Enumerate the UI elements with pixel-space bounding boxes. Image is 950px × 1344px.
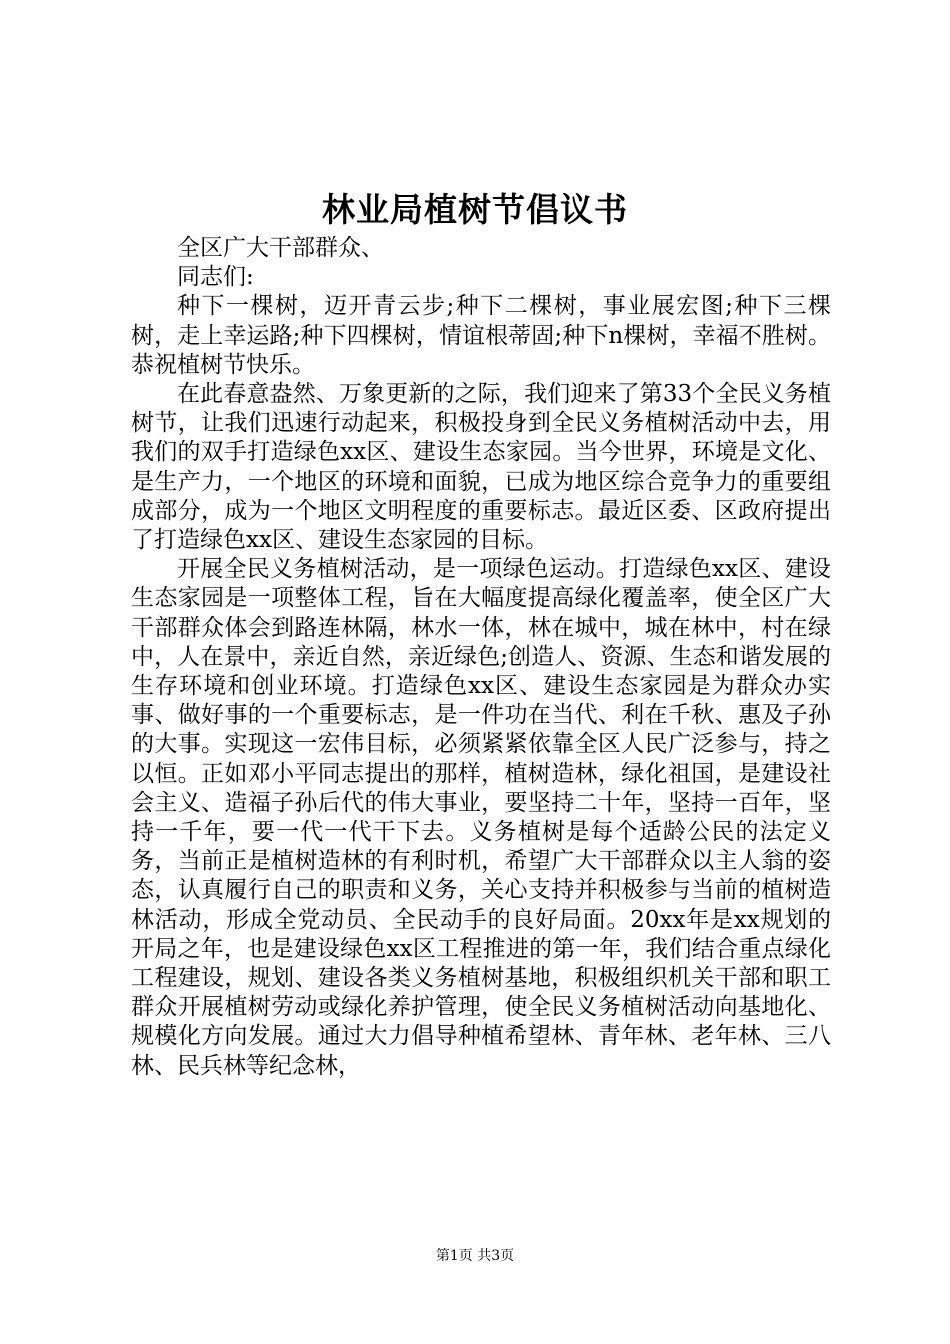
salutation-line: 同志们: (177, 264, 254, 291)
body-paragraph: 种下一棵树，迈开青云步;种下二棵树，事业展宏图;种下三棵树，走上幸运路;种下四棵树，情谊根蒂固;种下n棵树，幸福不胜树。恭祝植树节快乐。 (131, 293, 831, 378)
salutation-line: 全区广大干部群众、 (177, 235, 384, 261)
document-body (131, 234, 831, 1081)
body-paragraph: 开展全民义务植树活动，是一项绿色运动。打造绿色xx区、建设生态家园是一项整体工程，旨在大幅度提高绿化覆盖率，使全区广大干部群众体会到路连林隔，林水一体，林在城中，城在林中，村在绿中，人在景中，亲近自然，亲近绿色;创造人、资源、生态和谐发展的生存环境和创业环境。打造绿色xx区、建设生态家园是为群众办实事、做好事的一个重要标志，是一件功在当代、利在千秋、惠及子孙的大事。实现这一宏伟目标，必须紧紧依靠全区人民广泛参与，持之以恒。正如邓小平同志提出的那样，植树造林，绿化祖国，是建设社会主义、造福子孙后代的伟大事业，要坚持二十年，坚持一百年，坚持一千年，要一代一代干下去。义务植树是每个适龄公民的法定义务，当前正是植树造林的有利时机，希望广大干部群众以主人翁的姿态，认真履行自己的职责和义务，关心支持并积极参与当前的植树造林活动，形成全党动员、全民动手的良好局面。20xx年是xx规划的开局之年，也是建设绿色xx区工程推进的第一年，我们结合重点绿化工程建设，规划、建设各类义务植树基地，积极组织机关干部和职工群众开展植树劳动或绿化养护管理，使全民义务植树活动向基地化、规模化方向发展。通过大力倡导种植希望林、青年林、老年林、三八林、民兵林等纪念林， (131, 556, 831, 1079)
body-paragraph: 在此春意盎然、万象更新的之际，我们迎来了第33个全民义务植树节，让我们迅速行动起来，积极投身到全民义务植树活动中去，用我们的双手打造绿色xx区、建设生态家园。当今世界，环境是文化、是生产力，一个地区的环境和面貌，已成为地区综合竞争力的重要组成部分，成为一个地区文明程度的重要标志。最近区委、区政府提出了打造绿色xx区、建设生态家园的目标。 (131, 381, 831, 554)
page-number: 第1页 共3页 (435, 1248, 515, 1264)
document-title: 林业局植树节倡议书 (322, 190, 628, 229)
